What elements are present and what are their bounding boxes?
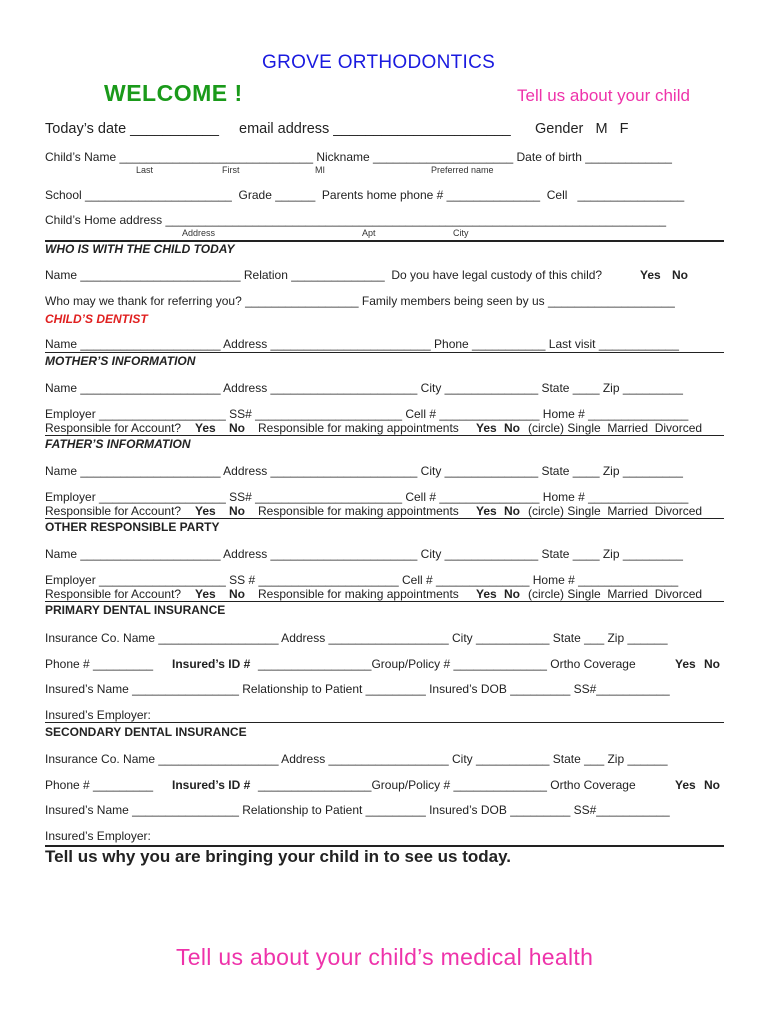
divider — [45, 352, 724, 353]
divider — [45, 435, 724, 436]
sub-label-first: First — [222, 165, 240, 175]
primary-ortho-yes[interactable]: Yes — [675, 657, 696, 671]
other-name-row[interactable]: Name _____________________ Address ______________________ City ______________ State ____ Zip _________ — [45, 547, 683, 561]
sub-label-address: Address — [182, 228, 216, 238]
father-account-no[interactable]: No — [229, 504, 245, 518]
father-appt-no[interactable]: No — [504, 504, 520, 518]
sub-label-last: Last — [136, 165, 154, 175]
father-header: FATHER’S INFORMATION — [45, 437, 191, 451]
other-party-header: OTHER RESPONSIBLE PARTY — [45, 520, 220, 534]
bringing-child-heading: Tell us why you are bringing your child in to see us today. — [45, 847, 511, 866]
secondary-insured-id-label: Insured’s ID # — [172, 778, 251, 792]
father-appt-yes[interactable]: Yes — [476, 504, 497, 518]
mother-appt-no[interactable]: No — [504, 421, 520, 435]
mother-appt-yes[interactable]: Yes — [476, 421, 497, 435]
primary-insurance-header: PRIMARY DENTAL INSURANCE — [45, 603, 226, 617]
dentist-header: CHILD’S DENTIST — [45, 312, 148, 326]
who-with-row[interactable]: Name ________________________ Relation ______________ Do you have legal custody of this child? — [45, 268, 603, 282]
mother-header: MOTHER’S INFORMATION — [45, 354, 196, 368]
custody-yes[interactable]: Yes — [640, 268, 661, 282]
other-resp-appt-label: Responsible for making appointments — [258, 587, 459, 601]
primary-ortho-no[interactable]: No — [704, 657, 720, 671]
secondary-phone-field[interactable]: Phone # _________ — [45, 778, 154, 792]
who-with-header: WHO IS WITH THE CHILD TODAY — [45, 242, 235, 256]
father-resp-account-label: Responsible for Account? — [45, 504, 182, 518]
mother-account-no[interactable]: No — [229, 421, 245, 435]
primary-insured-employer[interactable]: Insured’s Employer: — [45, 708, 151, 722]
welcome-heading: WELCOME ! — [104, 80, 243, 106]
sub-label-mi: MI — [315, 165, 325, 175]
mother-account-yes[interactable]: Yes — [195, 421, 216, 435]
secondary-ortho-no[interactable]: No — [704, 778, 720, 792]
mother-resp-account-label: Responsible for Account? — [45, 421, 182, 435]
divider — [45, 601, 724, 602]
father-resp-appt-label: Responsible for making appointments — [258, 504, 459, 518]
primary-phone-field[interactable]: Phone # _________ — [45, 657, 154, 671]
other-appt-yes[interactable]: Yes — [476, 587, 497, 601]
other-resp-account-label: Responsible for Account? — [45, 587, 182, 601]
secondary-group-policy-field[interactable]: _________________Group/Policy # ______________ Ortho Coverage — [258, 778, 636, 792]
father-account-yes[interactable]: Yes — [195, 504, 216, 518]
primary-group-policy-field[interactable]: _________________Group/Policy # ______________ Ortho Coverage — [258, 657, 636, 671]
other-account-yes[interactable]: Yes — [195, 587, 216, 601]
todays-date-field[interactable]: Today’s date ___________ — [45, 121, 219, 137]
other-employer-row[interactable]: Employer ___________________ SS # _____________________ Cell # ______________ Home # _______________ — [45, 573, 679, 587]
divider — [45, 518, 724, 519]
father-employer-row[interactable]: Employer ___________________ SS# ______________________ Cell # _______________ Home # _______________ — [45, 490, 689, 504]
other-appt-no[interactable]: No — [504, 587, 520, 601]
father-name-row[interactable]: Name _____________________ Address ______________________ City ______________ State ____ Zip _________ — [45, 464, 683, 478]
gender-field[interactable]: Gender M F — [535, 121, 629, 137]
school-row[interactable]: School ______________________ Grade ______ Parents home phone # ______________ Cell ________________ — [45, 188, 685, 202]
child-name-row[interactable]: Child’s Name _____________________________ Nickname _____________________ Date of birth _____________ — [45, 150, 672, 164]
other-marital-status[interactable]: (circle) Single Married Divorced — [528, 587, 703, 601]
sub-label-apt: Apt — [362, 228, 376, 238]
custody-no[interactable]: No — [672, 268, 688, 282]
primary-insured-name-row[interactable]: Insured’s Name ________________ Relationship to Patient _________ Insured’s DOB _________ SS#___________ — [45, 682, 670, 696]
divider — [45, 722, 724, 723]
secondary-insurance-header: SECONDARY DENTAL INSURANCE — [45, 725, 247, 739]
practice-title: GROVE ORTHODONTICS — [262, 52, 496, 73]
other-account-no[interactable]: No — [229, 587, 245, 601]
secondary-insured-name-row[interactable]: Insured’s Name ________________ Relationship to Patient _________ Insured’s DOB _________ SS#___________ — [45, 803, 670, 817]
home-address-row[interactable]: Child’s Home address ___________________________________________________________________________ — [45, 213, 667, 227]
medical-health-heading: Tell us about your child’s medical health — [176, 944, 594, 970]
primary-ins-co-row[interactable]: Insurance Co. Name __________________ Address __________________ City ___________ State ___ Zip ______ — [45, 631, 668, 645]
dentist-row[interactable]: Name _____________________ Address ________________________ Phone ___________ Last visit ____________ — [45, 337, 679, 351]
referral-row[interactable]: Who may we thank for referring you? _________________ Family members being seen by us ___________________ — [45, 294, 675, 308]
primary-insured-id-label: Insured’s ID # — [172, 657, 251, 671]
father-marital-status[interactable]: (circle) Single Married Divorced — [528, 504, 703, 518]
mother-marital-status[interactable]: (circle) Single Married Divorced — [528, 421, 703, 435]
sub-label-preferred: Preferred name — [431, 165, 494, 175]
secondary-insured-employer[interactable]: Insured’s Employer: — [45, 829, 151, 843]
tell-about-child-heading: Tell us about your child — [517, 86, 690, 105]
secondary-ortho-yes[interactable]: Yes — [675, 778, 696, 792]
mother-name-row[interactable]: Name _____________________ Address ______________________ City ______________ State ____ Zip _________ — [45, 381, 683, 395]
mother-employer-row[interactable]: Employer ___________________ SS# ______________________ Cell # _______________ Home # _______________ — [45, 407, 689, 421]
secondary-ins-co-row[interactable]: Insurance Co. Name __________________ Address __________________ City ___________ State ___ Zip ______ — [45, 752, 668, 766]
email-field[interactable]: email address ______________________ — [239, 121, 511, 137]
mother-resp-appt-label: Responsible for making appointments — [258, 421, 459, 435]
sub-label-city: City — [453, 228, 469, 238]
